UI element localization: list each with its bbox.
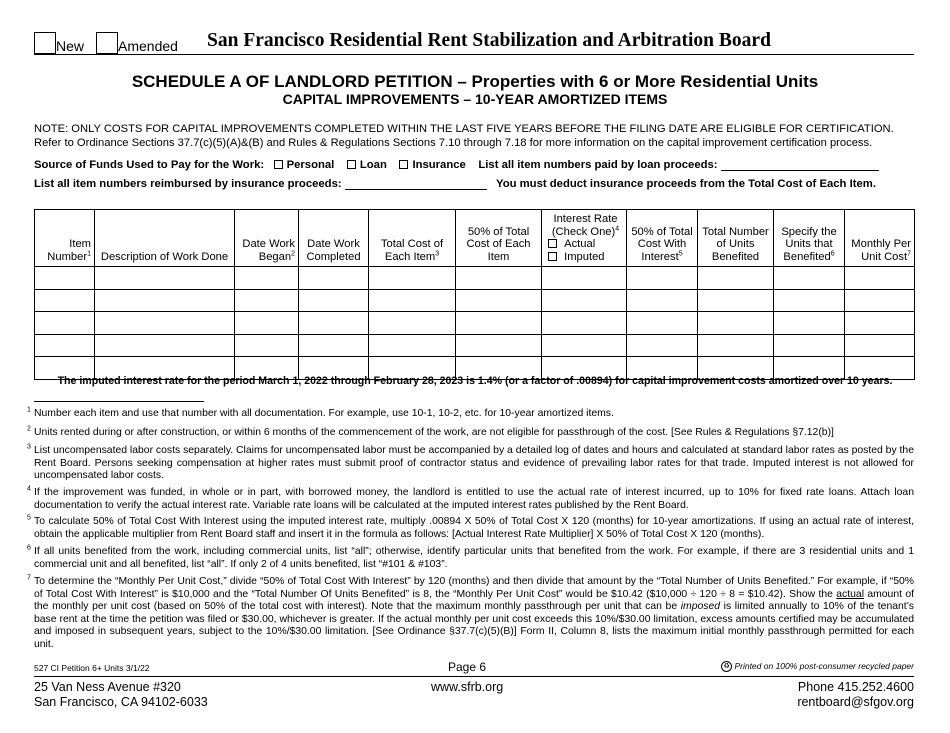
loan-items-field[interactable] — [721, 170, 879, 171]
footnote-6: $^6$ If all units benefited from the work, including commercial units, list “all”; otherwise, identify particular units that benefited from the work. For example, if there are 3 residential units and 1 commercial unit and all benefited, list “all”. If only 2 of 4 units benefited, list “#101 & #103”. — [27, 544, 914, 570]
table-cell[interactable] — [542, 334, 627, 357]
insurance-items-field[interactable] — [345, 189, 487, 190]
col-total-units: Total Number of Units Benefited — [698, 210, 774, 267]
table-cell[interactable] — [235, 267, 299, 290]
funds-label: Source of Funds Used to Pay for the Work: — [34, 159, 265, 171]
table-cell[interactable] — [845, 267, 915, 290]
new-checkbox[interactable] — [34, 32, 56, 54]
eligibility-note — [34, 122, 894, 150]
capital-improvements-table — [34, 209, 915, 380]
table-cell[interactable] — [627, 334, 698, 357]
footnote-4: $^4$ If the improvement was funded, in whole or in part, with borrowed money, the landlord is entitled to use the actual rate of interest incurred, up to 10% for fixed rate loans. Attach loan documentation to verify the actual interest rate. Variable rate loans will be calculated at the imputed interest rates published by the Rent Board. — [27, 485, 914, 511]
address-line-2: San Francisco, CA 94102-6033 — [34, 695, 208, 709]
table-row — [35, 334, 915, 357]
page-number: Page 6 — [448, 660, 487, 674]
table-cell[interactable] — [774, 267, 845, 290]
phone: Phone 415.252.4600 — [797, 680, 914, 694]
deduct-notice: You must deduct insurance proceeds from the Total Cost of Each Item. — [496, 178, 876, 190]
table-cell[interactable] — [95, 289, 235, 312]
col-half-cost: 50% of Total Cost of Each Item — [456, 210, 542, 267]
insurance-row — [34, 178, 487, 190]
email-link[interactable]: rentboard@sfgov.org — [797, 695, 914, 709]
loan-items-label: List all item numbers paid by loan proceeds: — [478, 159, 718, 171]
table-header-row — [35, 210, 915, 267]
loan-checkbox[interactable] — [347, 160, 356, 169]
table-cell[interactable] — [95, 267, 235, 290]
table-cell[interactable] — [542, 289, 627, 312]
table-cell[interactable] — [369, 312, 456, 335]
table-cell[interactable] — [542, 267, 627, 290]
table-cell[interactable] — [774, 289, 845, 312]
organization-name: San Francisco Residential Rent Stabilization and Arbitration Board — [207, 30, 771, 51]
col-monthly-cost: Monthly Per Unit Cost$^7$ — [845, 210, 915, 267]
new-checkbox-group — [34, 32, 84, 54]
table-cell[interactable] — [698, 312, 774, 335]
table-row — [35, 289, 915, 312]
form-id: 527 CI Petition 6+ Units 3/1/22 — [34, 663, 150, 673]
table-cell[interactable] — [698, 334, 774, 357]
table-cell[interactable] — [95, 334, 235, 357]
table-cell[interactable] — [456, 334, 542, 357]
table-row — [35, 267, 915, 290]
note-line-1: NOTE: ONLY COSTS FOR CAPITAL IMPROVEMENTS COMPLETED WITHIN THE LAST FIVE YEARS BEFORE THE FILING DATE ARE ELIGIBLE FOR CERTIFICATION. — [34, 123, 894, 135]
table-cell[interactable] — [456, 289, 542, 312]
address-block — [34, 680, 208, 710]
table-cell[interactable] — [35, 312, 95, 335]
insurance-items-label: List all item numbers reimbursed by insurance proceeds: — [34, 178, 342, 190]
table-cell[interactable] — [456, 312, 542, 335]
page-subtitle: CAPITAL IMPROVEMENTS – 10-YEAR AMORTIZED ITEMS — [282, 91, 668, 107]
new-checkbox-label: New — [56, 38, 85, 54]
actual-rate-checkbox[interactable] — [548, 239, 557, 248]
table-cell[interactable] — [235, 289, 299, 312]
personal-checkbox[interactable] — [274, 160, 283, 169]
recycle-icon: ♻ — [721, 661, 732, 672]
table-cell[interactable] — [698, 289, 774, 312]
col-item-number: Item Number$^1$ — [35, 210, 95, 267]
recycled-notice: ♻ Printed on 100% post-consumer recycled paper — [721, 661, 914, 672]
header-rule — [34, 54, 914, 55]
table-cell[interactable] — [369, 289, 456, 312]
footnote-3: $^3$ List uncompensated labor costs separately. Claims for uncompensated labor must be accompanied by a detailed log of dates and hours and calculated at standard labor rates as posted by the Rent Board. Persons seeking compensation at higher rates must submit proof of contractor status and evidence of prevailing labor rates for that trade. Imputed interest is not allowed for uncompensated labor costs. — [27, 443, 914, 482]
table-cell[interactable] — [698, 267, 774, 290]
table-cell[interactable] — [845, 334, 915, 357]
website-link[interactable]: www.sfrb.org — [431, 680, 504, 694]
table-cell[interactable] — [845, 312, 915, 335]
insurance-checkbox[interactable] — [399, 160, 408, 169]
footnote-2: $^2$ Units rented during or after construction, or within 6 months of the commencement of the work, are not eligible for passthrough of the cost. [See Rules & Regulations §7.12(b)] — [27, 425, 834, 438]
amended-checkbox-label: Amended — [118, 38, 178, 54]
table-cell[interactable] — [369, 334, 456, 357]
table-cell[interactable] — [299, 312, 369, 335]
amended-checkbox-group — [96, 32, 178, 54]
table-cell[interactable] — [299, 289, 369, 312]
col-date-completed: Date Work Completed — [299, 210, 369, 267]
table-cell[interactable] — [456, 267, 542, 290]
table-cell[interactable] — [627, 312, 698, 335]
table-cell[interactable] — [299, 267, 369, 290]
table-cell[interactable] — [627, 289, 698, 312]
address-line-1: 25 Van Ness Avenue #320 — [34, 680, 181, 694]
table-cell[interactable] — [235, 334, 299, 357]
footnote-1: $^1$ Number each item and use that number with all documentation. For example, use 10-1, 10-2, etc. for 10-year amortized items. — [27, 406, 614, 419]
insurance-label: Insurance — [412, 159, 466, 171]
table-cell[interactable] — [299, 334, 369, 357]
page-title: SCHEDULE A OF LANDLORD PETITION – Properties with 6 or More Residential Units — [131, 72, 819, 91]
col-total-cost: Total Cost of Each Item$^3$ — [369, 210, 456, 267]
footnote-7: $^7$ To determine the “Monthly Per Unit Cost,” divide “50% of Total Cost With Interest” by 120 (months) and then divide that amount by the “Total Number of Units Benefited.” For example, if “50% of Total Cost With Interest” is $10,000 and the “Total Number Of Units Benefited” is 8, the “Monthly Per Unit Cost” would be $10.42 ($10,000 ÷ 120 ÷ 8 = $10.42). Show the actual amount of the monthly per unit cost (based on 50% of the total cost with interest). Note that the maximum monthly passthrough per unit that can be imposed is limited annually to 10% of the tenant’s base rent at the time the petition was filed or $30.00, whichever is greater. If the actual monthly per unit cost exceeds this 10%/$30.00 limitation, excess amounts certified may be accumulated and imposed in subsequent years, subject to the 10%/$30.00 limitation. [See Ordinance §37.7(c)(5)(B)] Form II, Column 8, lists the maximum initial monthly passthrough permitted for each unit. — [27, 574, 914, 650]
amended-checkbox[interactable] — [96, 32, 118, 54]
table-cell[interactable] — [95, 312, 235, 335]
table-cell[interactable] — [542, 312, 627, 335]
footnote-5: $^5$ To calculate 50% of Total Cost With Interest using the imputed interest rate, multiply .00894 X 50% of Total Cost X 120 (months) for 10-year amortizations. If using an actual rate of interest, obtain the applicable multiplier from Rent Board staff and insert it in the formula as follows: [Actual Interest Rate Multiplier] X 50% of Total Cost X 120 (months). — [27, 514, 914, 540]
personal-label: Personal — [286, 159, 335, 171]
imputed-rate-checkbox[interactable] — [548, 252, 557, 261]
table-cell[interactable] — [845, 289, 915, 312]
imputed-rate-statement: The imputed interest rate for the period March 1, 2022 through February 28, 2023 is 1.4% (or a factor of .00894) for capital improvement costs amortized over 10 years. — [57, 375, 893, 387]
col-interest-rate: Interest Rate (Check One)$^4$ Actual Imputed — [542, 210, 627, 267]
table-cell[interactable] — [35, 289, 95, 312]
funds-row — [34, 159, 879, 171]
col-units-benefited: Specify the Units that Benefited$^6$ — [774, 210, 845, 267]
table-cell[interactable] — [235, 312, 299, 335]
col-description: Description of Work Done — [95, 210, 235, 267]
table-row — [35, 312, 915, 335]
contact-block — [797, 680, 914, 710]
col-date-began: Date Work Began$^2$ — [235, 210, 299, 267]
col-half-with-interest: 50% of Total Cost With Interest$^5$ — [627, 210, 698, 267]
footer-rule — [34, 676, 914, 677]
loan-label: Loan — [359, 159, 387, 171]
table-cell[interactable] — [774, 312, 845, 335]
note-line-2: Refer to Ordinance Sections 37.7(c)(5)(A)&(B) and Rules & Regulations Sections 7.10 through 7.18 for more information on the capital improvement certification process. — [34, 137, 873, 149]
footnote-rule — [34, 401, 204, 402]
table-cell[interactable] — [369, 267, 456, 290]
table-cell[interactable] — [35, 334, 95, 357]
table-cell[interactable] — [774, 334, 845, 357]
table-cell[interactable] — [35, 267, 95, 290]
table-cell[interactable] — [627, 267, 698, 290]
